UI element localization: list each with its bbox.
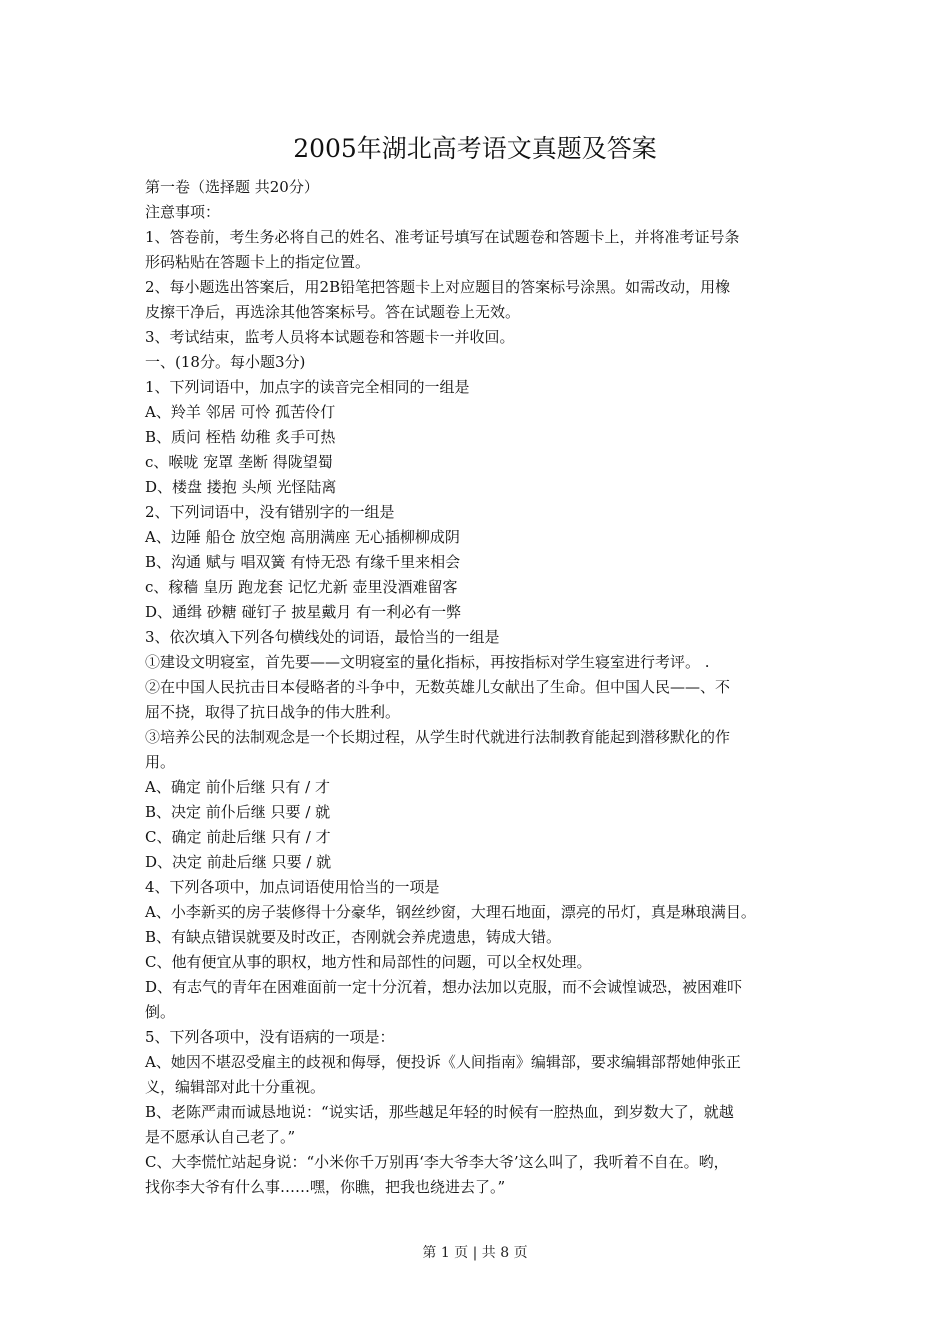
text-line: ③培养公民的法制观念是一个长期过程，从学生时代就进行法制教育能起到潜移默化的作 [145,728,731,746]
text-line: D、通缉 砂糖 碰钉子 披星戴月 有一利必有一弊 [145,603,462,621]
text-line: C、确定 前赴后继 只有 / 才 [145,828,331,846]
page-footer: 第 1 页 | 共 8 页 [422,1245,528,1261]
text-line: 3、依次填入下列各句横线处的词语，最恰当的一组是 [145,628,500,646]
text-line: A、边陲 船仓 放空炮 高朋满座 无心插柳柳成阴 [145,528,460,546]
text-line: A、羚羊 邻居 可怜 孤苦伶仃 [145,403,336,421]
text-line: c、稼穑 皇历 跑龙套 记忆尤新 壶里没酒难留客 [145,578,458,596]
text-line: 注意事项： [145,203,221,221]
text-line: 用。 [145,753,176,771]
text-line: B、老陈严肃而诚恳地说：“说实话，那些越足年轻的时候有一腔热血，到岁数大了，就越 [145,1103,734,1121]
text-line: 义，编辑部对此十分重视。 [145,1078,326,1096]
page-title: 2005年湖北高考语文真题及答案 [293,134,657,163]
text-line: 皮擦干净后，再选涂其他答案标号。答在试题卷上无效。 [145,303,521,321]
text-line: B、决定 前仆后继 只要 / 就 [145,803,331,821]
text-line: A、确定 前仆后继 只有 / 才 [145,778,330,796]
text-line: 屈不挠，取得了抗日战争的伟大胜利。 [145,703,401,721]
text-line: A、小李新买的房子装修得十分豪华，钢丝纱窗，大理石地面，漂亮的吊灯，真是琳琅满目。 [145,903,756,921]
text-line: C、他有便宜从事的职权，地方性和局部性的问题，可以全权处理。 [145,953,592,971]
text-line: 找你李大爷有什么事……嘿，你瞧，把我也绕进去了。” [145,1178,506,1196]
text-line: D、楼盘 搂抱 头颅 光怪陆离 [145,478,337,496]
text-line: 一、(18分。每小题3分) [145,353,306,371]
text-line: B、质问 桎梏 幼稚 炙手可热 [145,428,336,446]
text-line: 5、下列各项中，没有语病的一项是： [145,1028,395,1046]
text-line: 2、每小题选出答案后，用2B铅笔把答题卡上对应题目的答案标号涂黑。如需改动，用橡 [145,278,731,296]
text-line: 第一卷（选择题 共20分） [145,178,319,196]
text-line: B、沟通 赋与 唱双簧 有恃无恐 有缘千里来相会 [145,553,461,571]
text-line: D、有志气的青年在困难面前一定十分沉着，想办法加以克服，而不会诚惶诚恐，被困难吓 [145,978,743,996]
text-line: 2、下列词语中，没有错别字的一组是 [145,503,395,521]
text-line: 形码粘贴在答题卡上的指定位置。 [145,253,371,271]
text-line: 倒。 [145,1003,176,1021]
text-line: B、有缺点错误就要及时改正，杏刚就会养虎遗患，铸成大错。 [145,928,562,946]
text-line: ①建设文明寝室，首先要——文明寝室的量化指标，再按指标对学生寝室进行考评。 . [145,653,710,671]
text-line: 1、答卷前，考生务必将自己的姓名、准考证号填写在试题卷和答题卡上，并将准考证号条 [145,228,740,246]
text-line: C、大李慌忙站起身说：“小米你千万别再‘李大爷李大爷’这么叫了，我听着不自在。哟， [145,1153,729,1171]
text-line: 是不愿承认自己老了。” [145,1128,296,1146]
text-line: 1、下列词语中，加点字的读音完全相同的一组是 [145,378,470,396]
text-line: 3、考试结束，监考人员将本试题卷和答题卡一并收回。 [145,328,515,346]
text-line: 4、下列各项中，加点词语使用恰当的一项是 [145,878,440,896]
text-line: D、决定 前赴后继 只要 / 就 [145,853,332,871]
document-body [145,175,835,1200]
text-line: ②在中国人民抗击日本侵略者的斗争中，无数英雄儿女献出了生命。但中国人民——、不 [145,678,731,696]
text-line: c、喉咙 宠罩 垄断 得陇望蜀 [145,453,333,471]
text-line: A、她因不堪忍受雇主的歧视和侮辱，便投诉《人间指南》编辑部，要求编辑部帮她伸张正 [145,1053,741,1071]
